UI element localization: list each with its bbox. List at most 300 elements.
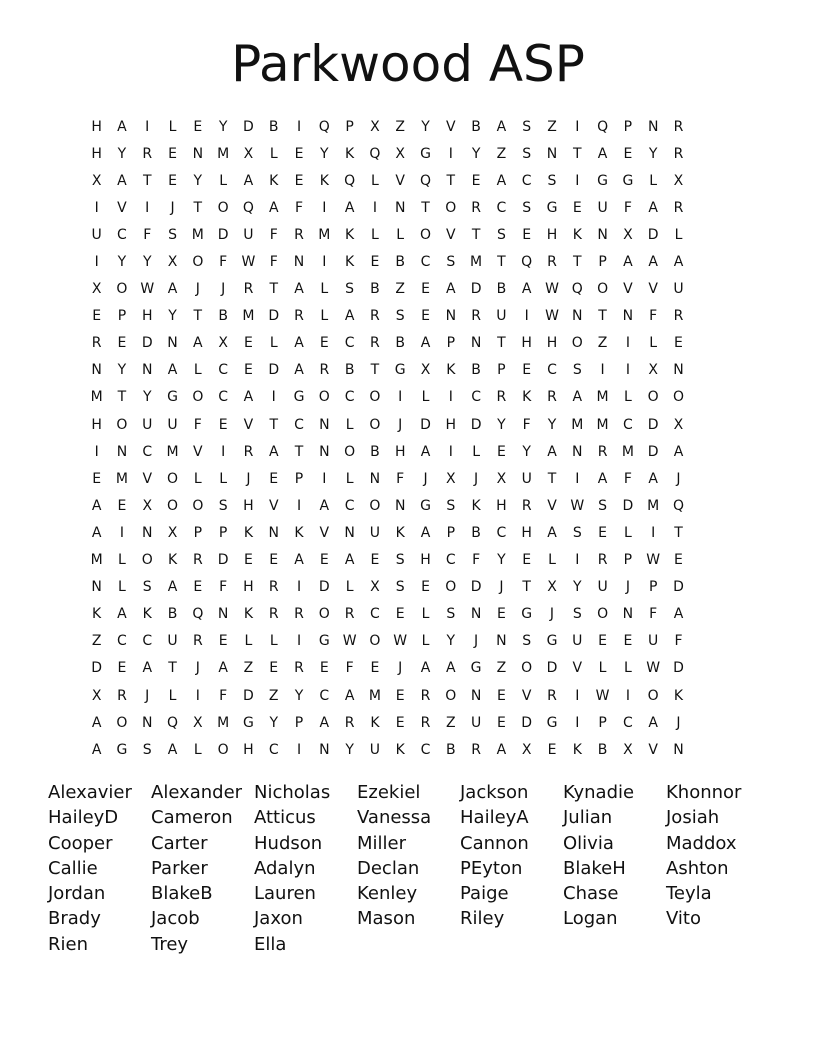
grid-letter: Y xyxy=(471,145,481,162)
grid-letter: A xyxy=(91,524,102,541)
grid-letter: N xyxy=(268,524,279,541)
grid-letter: R xyxy=(547,687,557,704)
grid-letter: K xyxy=(673,687,684,704)
grid-letter: I xyxy=(322,254,327,271)
grid-letter: I xyxy=(575,687,580,704)
grid-letter: X xyxy=(496,470,507,487)
word-list-item: Maddox xyxy=(666,832,737,854)
grid-letter: Z xyxy=(496,660,507,677)
grid-letter: M xyxy=(166,443,179,460)
word-list-item: Alexavier xyxy=(48,782,132,803)
grid-letter: U xyxy=(673,281,684,298)
grid-letter: R xyxy=(117,687,127,704)
grid-letter: V xyxy=(117,199,127,216)
grid-letter: R xyxy=(243,281,254,298)
grid-letter: E xyxy=(117,660,127,677)
grid-letter: F xyxy=(472,552,481,569)
grid-letter: C xyxy=(471,389,481,406)
grid-letter: N xyxy=(445,308,457,325)
grid-letter: X xyxy=(142,497,153,514)
grid-letter: A xyxy=(167,362,178,379)
grid-letter: G xyxy=(521,606,533,623)
grid-letter: P xyxy=(648,579,658,596)
grid-letter: G xyxy=(116,741,128,758)
grid-letter: D xyxy=(268,308,280,325)
grid-letter: K xyxy=(243,606,254,623)
grid-letter: J xyxy=(195,660,200,677)
grid-letter: A xyxy=(648,714,658,731)
grid-letter: J xyxy=(145,687,150,704)
grid-row xyxy=(84,547,691,574)
grid-letter: M xyxy=(621,443,634,460)
grid-letter: N xyxy=(319,443,330,460)
grid-letter: D xyxy=(647,443,659,460)
grid-letter: R xyxy=(547,254,557,271)
grid-letter: C xyxy=(445,552,456,569)
grid-letter: A xyxy=(648,199,658,216)
grid-letter: X xyxy=(167,524,178,541)
grid-letter: T xyxy=(142,172,152,189)
grid-row xyxy=(84,384,691,411)
grid-letter: Z xyxy=(597,335,608,352)
word-list-item: Kenley xyxy=(357,883,418,905)
grid-letter: G xyxy=(420,145,431,162)
grid-letter: V xyxy=(193,443,203,460)
grid-letter: N xyxy=(572,443,583,460)
grid-letter: D xyxy=(420,416,431,433)
grid-letter: E xyxy=(294,172,304,189)
grid-letter: U xyxy=(142,416,153,433)
grid-letter: K xyxy=(395,741,405,758)
grid-letter: E xyxy=(319,552,329,569)
grid-letter: A xyxy=(420,443,431,460)
grid-letter: P xyxy=(598,254,607,271)
grid-letter: E xyxy=(193,118,203,135)
grid-letter: X xyxy=(167,254,178,271)
grid-letter: C xyxy=(268,741,279,758)
grid-letter: J xyxy=(221,281,226,298)
grid-letter: L xyxy=(118,552,126,569)
grid-letter: L xyxy=(219,172,228,189)
grid-letter: E xyxy=(421,579,430,596)
grid-letter: A xyxy=(623,254,633,271)
grid-letter: L xyxy=(371,172,379,189)
grid-letter: G xyxy=(243,714,254,731)
grid-letter: K xyxy=(319,172,329,189)
grid-letter: E xyxy=(623,633,633,650)
grid-letter: W xyxy=(545,308,559,325)
grid-letter: W xyxy=(595,687,610,704)
grid-letter: L xyxy=(345,416,354,433)
grid-letter: Y xyxy=(117,254,127,271)
grid-letter: L xyxy=(421,606,430,623)
grid-row xyxy=(84,736,691,763)
grid-letter: J xyxy=(676,714,681,731)
grid-letter: M xyxy=(115,470,128,487)
grid-letter: U xyxy=(597,199,608,216)
grid-letter: L xyxy=(421,633,430,650)
grid-row xyxy=(84,655,691,682)
grid-letter: F xyxy=(269,254,278,271)
grid-letter: W xyxy=(646,660,661,677)
grid-letter: C xyxy=(496,524,507,541)
grid-letter: Y xyxy=(142,254,152,271)
grid-letter: E xyxy=(598,633,608,650)
grid-letter: N xyxy=(167,335,178,352)
grid-letter: Q xyxy=(192,606,204,623)
grid-letter: Y xyxy=(294,687,304,704)
grid-letter: I xyxy=(322,199,327,216)
grid-letter: Y xyxy=(547,416,557,433)
grid-letter: R xyxy=(344,606,355,623)
grid-letter: I xyxy=(575,470,580,487)
word-list-item: Cooper xyxy=(48,832,113,854)
grid-letter: A xyxy=(496,741,507,758)
grid-letter: A xyxy=(446,660,456,677)
grid-letter: X xyxy=(623,226,633,243)
grid-letter: N xyxy=(470,687,482,704)
grid-letter: H xyxy=(521,335,532,352)
grid-letter: D xyxy=(673,579,684,596)
grid-letter: X xyxy=(420,362,431,379)
grid-letter: Z xyxy=(496,145,507,162)
word-list-item: Hudson xyxy=(254,832,323,854)
grid-letter: O xyxy=(369,416,381,433)
grid-letter: U xyxy=(470,714,482,731)
grid-letter: X xyxy=(218,335,228,352)
grid-letter: O xyxy=(116,714,128,731)
word-list-item: Atticus xyxy=(254,807,316,829)
grid-letter: S xyxy=(218,497,228,514)
grid-letter: I xyxy=(575,118,580,135)
grid-letter: N xyxy=(673,362,684,379)
grid-letter: U xyxy=(648,633,659,650)
grid-letter: R xyxy=(192,552,203,569)
grid-letter: F xyxy=(623,470,632,487)
grid-letter: G xyxy=(546,633,558,650)
grid-letter: I xyxy=(94,199,99,216)
grid-letter: X xyxy=(673,172,684,189)
grid-letter: E xyxy=(395,687,405,704)
grid-letter: S xyxy=(446,497,456,514)
grid-letter: A xyxy=(648,254,658,271)
grid-letter: E xyxy=(421,281,430,298)
grid-letter: F xyxy=(674,633,683,650)
grid-letter: O xyxy=(192,254,204,271)
grid-letter: S xyxy=(142,579,152,596)
grid-letter: X xyxy=(521,741,532,758)
grid-letter: E xyxy=(471,172,481,189)
grid-letter: E xyxy=(269,660,279,677)
grid-letter: Y xyxy=(446,633,456,650)
grid-letter: O xyxy=(318,606,330,623)
grid-letter: Z xyxy=(91,633,102,650)
grid-letter: J xyxy=(474,470,479,487)
grid-letter: S xyxy=(142,741,152,758)
grid-letter: X xyxy=(370,118,380,135)
grid-letter: A xyxy=(344,552,355,569)
word-list-item: Lauren xyxy=(254,883,316,905)
grid-letter: R xyxy=(268,606,279,623)
grid-letter: I xyxy=(145,199,150,216)
grid-letter: K xyxy=(370,714,380,731)
grid-letter: K xyxy=(446,362,456,379)
grid-letter: Q xyxy=(318,118,330,135)
grid-letter: P xyxy=(294,470,304,487)
grid-letter: V xyxy=(243,416,254,433)
grid-letter: H xyxy=(91,118,102,135)
grid-letter: N xyxy=(319,741,330,758)
grid-letter: I xyxy=(575,172,580,189)
grid-letter: R xyxy=(673,145,684,162)
grid-letter: G xyxy=(546,199,558,216)
grid-letter: D xyxy=(318,579,330,596)
grid-row xyxy=(84,601,691,628)
grid-letter: A xyxy=(117,172,127,189)
grid-letter: Y xyxy=(168,308,177,325)
grid-letter: A xyxy=(547,524,557,541)
grid-letter: B xyxy=(268,118,279,135)
grid-letter: Y xyxy=(497,552,506,569)
grid-letter: E xyxy=(598,524,608,541)
grid-letter: E xyxy=(319,660,329,677)
grid-letter: O xyxy=(217,741,229,758)
grid-letter: I xyxy=(94,254,99,271)
word-list-item: Alexander xyxy=(151,782,243,803)
grid-letter: L xyxy=(598,660,607,677)
grid-letter: T xyxy=(522,579,531,596)
grid-letter: J xyxy=(398,416,403,433)
grid-letter: R xyxy=(471,741,481,758)
word-search-grid xyxy=(84,113,691,763)
grid-letter: S xyxy=(598,497,608,514)
grid-letter: C xyxy=(218,389,229,406)
grid-letter: D xyxy=(622,497,634,514)
grid-letter: U xyxy=(496,308,507,325)
grid-letter: B xyxy=(218,308,228,325)
grid-letter: G xyxy=(470,660,482,677)
grid-letter: D xyxy=(217,226,229,243)
grid-letter: F xyxy=(345,660,354,677)
grid-letter: V xyxy=(547,497,557,514)
grid-letter: Q xyxy=(419,172,432,189)
grid-letter: E xyxy=(244,362,253,379)
grid-letter: B xyxy=(370,281,380,298)
grid-letter: P xyxy=(345,118,354,135)
grid-letter: F xyxy=(649,308,658,325)
grid-letter: W xyxy=(646,552,661,569)
grid-letter: H xyxy=(420,552,431,569)
grid-letter: Z xyxy=(395,281,405,298)
word-list-item: Olivia xyxy=(563,832,614,854)
grid-letter: H xyxy=(243,741,254,758)
word-list-item: Vito xyxy=(666,908,701,930)
grid-row xyxy=(84,248,691,275)
grid-letter: O xyxy=(597,281,609,298)
grid-letter: N xyxy=(394,497,406,514)
word-list-item: HaileyD xyxy=(48,807,119,829)
grid-letter: R xyxy=(243,443,254,460)
grid-letter: T xyxy=(117,389,127,406)
grid-letter: B xyxy=(496,281,507,298)
grid-row xyxy=(84,465,691,492)
grid-letter: Y xyxy=(573,579,582,596)
grid-letter: P xyxy=(446,524,456,541)
grid-letter: I xyxy=(296,579,302,596)
grid-letter: J xyxy=(549,606,555,623)
grid-letter: A xyxy=(521,281,532,298)
grid-letter: M xyxy=(90,552,103,569)
grid-letter: I xyxy=(94,443,99,460)
grid-letter: P xyxy=(117,308,127,325)
grid-letter: O xyxy=(597,606,609,623)
grid-letter: C xyxy=(420,254,431,271)
grid-letter: N xyxy=(91,362,102,379)
grid-letter: D xyxy=(470,416,482,433)
grid-letter: E xyxy=(623,145,633,162)
grid-letter: R xyxy=(673,118,684,135)
grid-letter: N xyxy=(470,606,482,623)
grid-letter: K xyxy=(471,497,481,514)
grid-letter: M xyxy=(596,416,609,433)
word-list-item: Ella xyxy=(254,933,287,955)
grid-letter: F xyxy=(219,254,228,271)
grid-letter: C xyxy=(344,497,355,514)
word-list-item: HaileyA xyxy=(460,807,529,829)
grid-letter: I xyxy=(145,118,150,135)
grid-letter: A xyxy=(167,281,178,298)
grid-letter: B xyxy=(395,335,406,352)
grid-letter: K xyxy=(572,226,582,243)
grid-letter: T xyxy=(193,199,203,216)
grid-letter: C xyxy=(370,606,380,623)
grid-letter: A xyxy=(294,335,304,352)
grid-letter: N xyxy=(344,524,355,541)
grid-row xyxy=(84,709,691,736)
grid-letter: H xyxy=(243,579,254,596)
grid-letter: A xyxy=(91,497,102,514)
grid-letter: A xyxy=(319,714,330,731)
grid-letter: N xyxy=(546,145,558,162)
grid-letter: L xyxy=(396,226,405,243)
grid-letter: O xyxy=(647,389,659,406)
grid-letter: O xyxy=(419,226,432,243)
grid-letter: L xyxy=(472,443,480,460)
grid-letter: N xyxy=(319,416,330,433)
grid-letter: L xyxy=(649,335,658,352)
grid-letter: G xyxy=(293,389,305,406)
word-list-item: Jordan xyxy=(48,883,106,905)
grid-letter: P xyxy=(193,524,203,541)
grid-letter: V xyxy=(648,741,658,758)
grid-letter: R xyxy=(420,714,431,731)
grid-letter: J xyxy=(625,579,630,596)
grid-letter: D xyxy=(268,362,280,379)
grid-letter: L xyxy=(269,335,278,352)
grid-letter: F xyxy=(143,226,152,243)
grid-letter: A xyxy=(597,470,608,487)
grid-letter: J xyxy=(170,199,175,216)
grid-letter: R xyxy=(370,308,380,325)
grid-letter: P xyxy=(598,714,607,731)
grid-letter: I xyxy=(372,199,377,216)
grid-letter: C xyxy=(142,443,153,460)
grid-letter: P xyxy=(446,335,456,352)
grid-letter: E xyxy=(496,687,506,704)
grid-row xyxy=(84,519,691,546)
grid-letter: U xyxy=(597,579,608,596)
grid-letter: E xyxy=(547,741,557,758)
grid-letter: A xyxy=(496,172,507,189)
word-list-item: BlakeH xyxy=(563,857,626,879)
grid-letter: N xyxy=(622,308,634,325)
grid-letter: S xyxy=(446,606,456,623)
grid-letter: E xyxy=(522,552,532,569)
grid-letter: E xyxy=(294,145,304,162)
grid-letter: X xyxy=(623,741,633,758)
grid-row xyxy=(84,357,691,384)
grid-letter: C xyxy=(117,226,127,243)
grid-letter: H xyxy=(394,443,406,460)
word-list-item: Nicholas xyxy=(254,782,331,803)
grid-letter: G xyxy=(394,362,406,379)
grid-letter: E xyxy=(218,633,228,650)
grid-letter: S xyxy=(345,281,355,298)
grid-letter: F xyxy=(649,606,658,623)
grid-letter: A xyxy=(142,660,153,677)
grid-letter: A xyxy=(294,362,304,379)
grid-letter: S xyxy=(572,362,582,379)
grid-letter: W xyxy=(140,281,155,298)
grid-letter: V xyxy=(268,497,279,514)
grid-letter: D xyxy=(470,579,482,596)
grid-letter: K xyxy=(395,524,405,541)
grid-letter: O xyxy=(445,199,457,216)
grid-letter: A xyxy=(91,714,102,731)
grid-letter: T xyxy=(471,226,481,243)
grid-letter: F xyxy=(294,199,304,216)
grid-letter: I xyxy=(296,633,302,650)
grid-letter: T xyxy=(269,281,278,298)
word-list-item: Jaxon xyxy=(254,908,303,930)
grid-letter: C xyxy=(344,389,355,406)
grid-letter: K xyxy=(167,552,178,569)
grid-letter: E xyxy=(319,335,329,352)
grid-letter: P xyxy=(497,362,506,379)
grid-letter: Q xyxy=(344,172,356,189)
grid-letter: T xyxy=(294,443,304,460)
grid-letter: L xyxy=(118,579,126,596)
grid-letter: E xyxy=(370,552,380,569)
grid-letter: E xyxy=(496,443,506,460)
grid-letter: A xyxy=(420,660,431,677)
grid-letter: L xyxy=(193,741,202,758)
grid-letter: U xyxy=(91,226,102,243)
word-list-item: Julian xyxy=(563,807,613,829)
grid-letter: D xyxy=(546,660,558,677)
grid-letter: R xyxy=(344,714,355,731)
grid-letter: Q xyxy=(521,254,533,271)
grid-letter: N xyxy=(470,335,482,352)
grid-letter: B xyxy=(471,362,481,379)
grid-letter: H xyxy=(496,497,507,514)
grid-letter: F xyxy=(396,470,405,487)
grid-letter: P xyxy=(294,714,304,731)
grid-letter: A xyxy=(218,660,228,677)
grid-letter: V xyxy=(648,281,658,298)
grid-letter: U xyxy=(167,633,178,650)
grid-letter: H xyxy=(91,416,102,433)
